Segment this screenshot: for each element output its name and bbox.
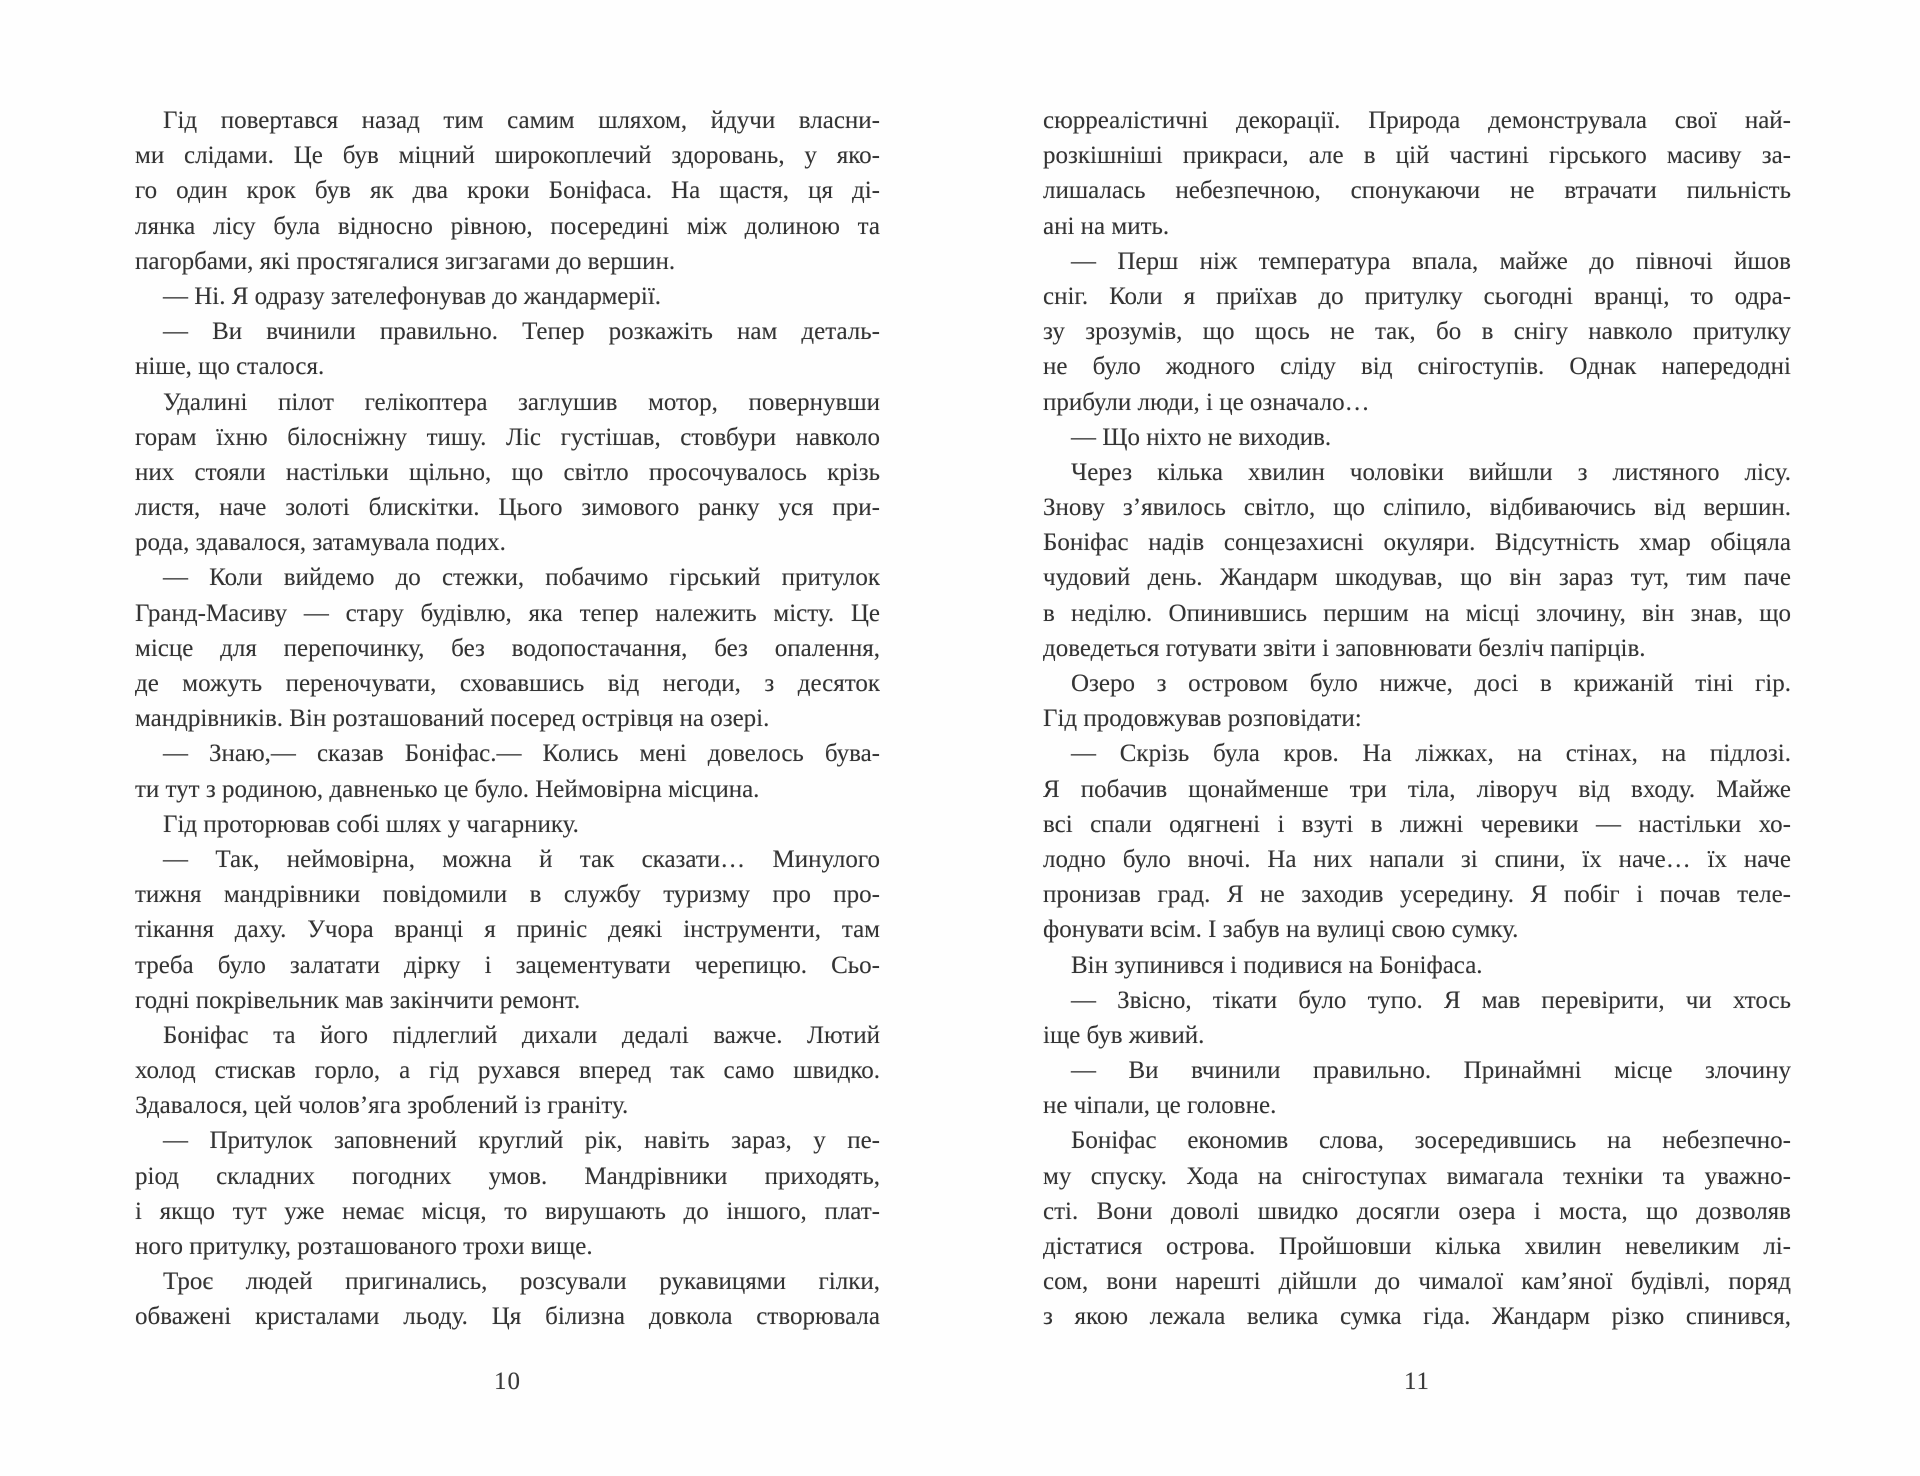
text-line: не було жодного сліду від снігоступів. Однак напередодні — [1043, 353, 1791, 381]
text-line: го один крок був як два кроки Боніфаса. На щастя, ця ді- — [135, 177, 880, 205]
text-line: всі спали одягнені і взуті в лижні черевики — настільки хо- — [1043, 810, 1791, 838]
paragraph — [135, 1264, 880, 1334]
text-line: Гранд-Масиву — стару будівлю, яка тепер належить місту. Це — [135, 599, 880, 627]
text-line: — Знаю,— сказав Боніфас.— Колись мені довелось бува- — [163, 740, 880, 768]
text-line: рода, здавалося, затамувала подих. — [135, 529, 506, 557]
text-line: лянка лісу була відносно рівною, посередині між долиною та — [135, 212, 880, 240]
text-line: з якою лежала велика сумка гіда. Жандарм різко спинився, — [1043, 1303, 1791, 1331]
text-line: — Так, неймовірна, можна й так сказати… Минулого — [163, 845, 880, 873]
text-line: ми слідами. Це був міцний широкоплечий здоровань, у яко- — [135, 142, 880, 170]
text-line: — Притулок заповнений круглий рік, навіть зараз, у пе- — [163, 1127, 880, 1155]
text-line: не чіпали, це головне. — [1043, 1092, 1277, 1120]
text-line: дістатися острова. Пройшовши кілька хвилин невеликим лі- — [1043, 1233, 1791, 1260]
text-line: сом, вони нарешті дійшли до чималої кам’яної будівлі, поряд — [1043, 1268, 1791, 1296]
text-line: Через кілька хвилин чоловіки вийшли з листяного лісу. — [1071, 458, 1791, 486]
text-line: іще був живий. — [1043, 1021, 1205, 1049]
text-line: тижня мандрівники повідомили в службу туризму про про- — [135, 881, 880, 909]
text-line: ного притулку, розташованого трохи вище. — [135, 1233, 593, 1260]
text-line: — Ви вчинили правильно. Принаймні місце злочину — [1071, 1057, 1791, 1085]
text-line: треба було залатати дірку і зацементувати черепицю. Сьо- — [135, 951, 880, 979]
text-line: Здавалося, цей чолов’яга зроблений із граніту. — [135, 1092, 629, 1120]
text-line: і якщо тут уже немає місця, то вирушають до іншого, плат- — [135, 1197, 880, 1225]
text-line: в неділю. Опинившись першим на місці злочину, він знав, що — [1043, 599, 1791, 627]
text-line: пагорбами, які простягалися зигзагами до вершин. — [135, 247, 676, 275]
paragraph — [1043, 420, 1791, 455]
text-line: Троє людей пригинались, розсували рукавицями гілки, — [163, 1268, 880, 1296]
text-line: Боніфас надів сонцезахисні окуляри. Відсутність хмар обіцяла — [1043, 529, 1791, 557]
text-line: них стояли настільки щільно, що світло просочувалось крізь — [135, 458, 880, 486]
text-line: му спуску. Хода на снігоступах вимагала техніки та уважно- — [1043, 1162, 1791, 1190]
page-left — [135, 0, 880, 1476]
text-line: Гід продовжував розповідати: — [1043, 705, 1362, 733]
text-line: зу зрозумів, що щось не так, бо в снігу навколо притулку — [1043, 318, 1791, 346]
paragraph — [135, 1018, 880, 1124]
paragraph — [135, 560, 880, 736]
text-line: тікання даху. Учора вранці я приніс деякі інструменти, там — [135, 916, 880, 944]
paragraph — [135, 807, 880, 842]
text-line: де можуть переночувати, сховавшись від негоди, з десяток — [135, 670, 880, 697]
text-line: листя, наче золоті блискітки. Цього зимового ранку уся при- — [135, 494, 880, 522]
text-line: Він зупинився і подивися на Боніфаса. — [1071, 951, 1483, 979]
paragraph — [1043, 666, 1791, 736]
page-right-text-block — [1043, 103, 1791, 1335]
text-line: — Перш ніж температура впала, майже до півночі йшов — [1071, 247, 1791, 275]
paragraph — [135, 314, 880, 384]
text-line: — Звісно, тікати було тупо. Я мав перевірити, чи хтось — [1071, 986, 1791, 1014]
text-line: — Коли вийдемо до стежки, побачимо гірський притулок — [163, 564, 880, 592]
text-line: Удалині пілот гелікоптера заглушив мотор, повернувши — [163, 388, 880, 416]
page-number-right: 11 — [1403, 1368, 1431, 1395]
paragraph — [1043, 1123, 1791, 1334]
text-line: чудовий день. Жандарм шкодував, що він зараз тут, тим паче — [1043, 564, 1791, 592]
page-number-left: 10 — [494, 1368, 521, 1395]
text-line: ані на мить. — [1043, 212, 1170, 240]
text-line: — Скрізь була кров. На ліжках, на стінах, на підлозі. — [1071, 740, 1791, 768]
text-line: ріод складних погодних умов. Мандрівники приходять, — [135, 1162, 880, 1190]
page-left-text-block — [135, 103, 880, 1335]
text-line: горам їхню білосніжну тишу. Ліс густішав, стовбури навколо — [135, 423, 880, 451]
paragraph — [135, 1123, 880, 1264]
text-line: ніше, що сталося. — [135, 353, 325, 381]
paragraph — [1043, 948, 1791, 983]
text-line: лишалась небезпечною, спонукаючи не втрачати пильність — [1043, 177, 1791, 205]
paragraph — [135, 842, 880, 1018]
page-right — [1043, 0, 1791, 1476]
text-line: холод стискав горло, а гід рухався вперед так само швидко. — [135, 1057, 880, 1085]
text-line: ти тут з родиною, давненько це було. Неймовірна місцина. — [135, 775, 760, 803]
text-line: прибули люди, і це означало… — [1043, 388, 1370, 416]
paragraph — [1043, 244, 1791, 420]
text-line: — Що ніхто не виходив. — [1071, 423, 1332, 451]
text-line: Озеро з островом було нижче, досі в крижаній тіні гір. — [1071, 670, 1791, 697]
text-line: пронизав град. Я не заходив усередину. Я побіг і почав теле- — [1043, 881, 1791, 909]
text-line: сніг. Коли я приїхав до притулку сьогодні вранці, то одра- — [1043, 282, 1791, 310]
text-line: Я побачив щонайменше три тіла, ліворуч від входу. Майже — [1043, 775, 1791, 803]
text-line: сті. Вони доволі швидко досягли озера і моста, що дозволяв — [1043, 1197, 1791, 1225]
paragraph — [135, 385, 880, 561]
text-line: обважені кристалами льоду. Ця білизна довкола створювала — [135, 1303, 880, 1331]
text-line: Знову з’явилось світло, що сліпило, відбиваючись від вершин. — [1043, 494, 1791, 522]
text-line: фонувати всім. І забув на вулиці свою сумку. — [1043, 916, 1519, 944]
paragraph — [135, 736, 880, 806]
text-line: — Ви вчинили правильно. Тепер розкажіть нам деталь- — [163, 318, 880, 346]
paragraph — [135, 103, 880, 279]
text-line: Гід проторював собі шлях у чагарнику. — [163, 810, 579, 838]
text-line: мандрівників. Він розташований посеред острівця на озері. — [135, 705, 770, 733]
paragraph — [1043, 455, 1791, 666]
text-line: доведеться готувати звіти і заповнювати безліч папірців. — [1043, 634, 1646, 662]
paragraph — [1043, 103, 1791, 244]
text-line: сюрреалістичні декорації. Природа демонструвала свої най- — [1043, 107, 1791, 134]
text-line: лодно було вночі. На них напали зі спини, їх наче… їх наче — [1043, 845, 1791, 873]
text-line: Боніфас економив слова, зосередившись на небезпечно- — [1071, 1127, 1791, 1155]
text-line: розкішніші прикраси, але в цій частині гірського масиву за- — [1043, 142, 1791, 170]
text-line: годні покрівельник мав закінчити ремонт. — [135, 986, 581, 1014]
text-line: Гід повертався назад тим самим шляхом, йдучи власни- — [163, 107, 880, 134]
text-line: місце для перепочинку, без водопостачання, без опалення, — [135, 634, 880, 662]
paragraph — [1043, 983, 1791, 1053]
paragraph — [1043, 736, 1791, 947]
paragraph — [1043, 1053, 1791, 1123]
paragraph — [135, 279, 880, 314]
text-line: Боніфас та його підлеглий дихали дедалі важче. Лютий — [163, 1021, 880, 1049]
text-line: — Ні. Я одразу зателефонував до жандармерії. — [163, 282, 662, 310]
